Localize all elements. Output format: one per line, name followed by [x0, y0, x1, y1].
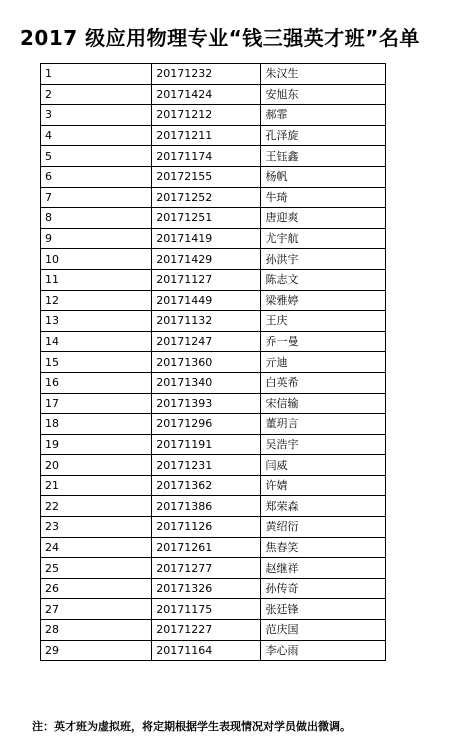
table-row — [41, 599, 386, 620]
table-row — [41, 64, 386, 85]
student-name-cell: 王庆 — [261, 311, 386, 332]
table-row — [41, 146, 386, 167]
student-id-cell: 20171191 — [152, 434, 261, 455]
student-name-cell: 范庆国 — [261, 620, 386, 641]
student-name-cell: 杨帆 — [261, 166, 386, 187]
row-number-cell: 23 — [41, 517, 152, 538]
student-id-cell: 20171174 — [152, 146, 261, 167]
row-number-cell: 26 — [41, 578, 152, 599]
student-name-cell: 孔泽旋 — [261, 125, 386, 146]
row-number-cell: 7 — [41, 187, 152, 208]
row-number-cell: 8 — [41, 208, 152, 229]
table-row — [41, 372, 386, 393]
row-number-cell: 13 — [41, 311, 152, 332]
table-row — [41, 393, 386, 414]
page-title: 2017 级应用物理专业“钱三强英才班”名单 — [20, 26, 420, 50]
student-name-cell: 宋信输 — [261, 393, 386, 414]
row-number-cell: 25 — [41, 558, 152, 579]
row-number-cell: 9 — [41, 228, 152, 249]
student-id-cell: 20171227 — [152, 620, 261, 641]
student-name-cell: 焦春笑 — [261, 537, 386, 558]
student-name-cell: 白英希 — [261, 372, 386, 393]
table-row — [41, 434, 386, 455]
table-row — [41, 228, 386, 249]
student-name-cell: 梁雅婷 — [261, 290, 386, 311]
student-id-cell: 20171251 — [152, 208, 261, 229]
row-number-cell: 22 — [41, 496, 152, 517]
student-id-cell: 20171127 — [152, 269, 261, 290]
row-number-cell: 2 — [41, 84, 152, 105]
row-number-cell: 17 — [41, 393, 152, 414]
table-row — [41, 578, 386, 599]
student-id-cell: 20171326 — [152, 578, 261, 599]
table-row — [41, 517, 386, 538]
student-name-cell: 董玥言 — [261, 414, 386, 435]
student-name-cell: 陈志文 — [261, 269, 386, 290]
student-name-cell: 闫威 — [261, 455, 386, 476]
table-row — [41, 166, 386, 187]
student-name-cell: 赵继祥 — [261, 558, 386, 579]
student-name-cell: 郝霏 — [261, 105, 386, 126]
student-id-cell: 20171164 — [152, 640, 261, 661]
row-number-cell: 29 — [41, 640, 152, 661]
row-number-cell: 21 — [41, 475, 152, 496]
table-row — [41, 640, 386, 661]
row-number-cell: 16 — [41, 372, 152, 393]
table-row — [41, 537, 386, 558]
row-number-cell: 6 — [41, 166, 152, 187]
student-id-cell: 20171424 — [152, 84, 261, 105]
row-number-cell: 10 — [41, 249, 152, 270]
student-id-cell: 20171340 — [152, 372, 261, 393]
student-id-cell: 20171277 — [152, 558, 261, 579]
row-number-cell: 15 — [41, 352, 152, 373]
student-name-cell: 许婧 — [261, 475, 386, 496]
student-id-cell: 20171175 — [152, 599, 261, 620]
student-id-cell: 20171212 — [152, 105, 261, 126]
footnote: 注：英才班为虚拟班，将定期根据学生表现情况对学员做出微调。 — [32, 720, 351, 733]
student-name-cell: 张廷锋 — [261, 599, 386, 620]
row-number-cell: 19 — [41, 434, 152, 455]
row-number-cell: 18 — [41, 414, 152, 435]
table-row — [41, 84, 386, 105]
student-id-cell: 20171232 — [152, 64, 261, 85]
student-name-cell: 郑荣森 — [261, 496, 386, 517]
row-number-cell: 14 — [41, 331, 152, 352]
student-id-cell: 20171231 — [152, 455, 261, 476]
row-number-cell: 20 — [41, 455, 152, 476]
row-number-cell: 4 — [41, 125, 152, 146]
student-name-cell: 李心雨 — [261, 640, 386, 661]
table-row — [41, 187, 386, 208]
student-name-cell: 唐迎爽 — [261, 208, 386, 229]
student-id-cell: 20171132 — [152, 311, 261, 332]
table-row — [41, 269, 386, 290]
row-number-cell: 12 — [41, 290, 152, 311]
table-row — [41, 352, 386, 373]
student-id-cell: 20171362 — [152, 475, 261, 496]
table-row — [41, 558, 386, 579]
student-id-cell: 20171360 — [152, 352, 261, 373]
student-name-cell: 朱汉生 — [261, 64, 386, 85]
student-id-cell: 20171296 — [152, 414, 261, 435]
student-name-cell: 尤宇航 — [261, 228, 386, 249]
row-number-cell: 27 — [41, 599, 152, 620]
student-id-cell: 20172155 — [152, 166, 261, 187]
student-id-cell: 20171429 — [152, 249, 261, 270]
table-row — [41, 290, 386, 311]
student-name-cell: 乔一曼 — [261, 331, 386, 352]
table-row — [41, 125, 386, 146]
student-id-cell: 20171393 — [152, 393, 261, 414]
student-id-cell: 20171126 — [152, 517, 261, 538]
student-name-cell: 孙洪宇 — [261, 249, 386, 270]
student-name-cell: 牛琦 — [261, 187, 386, 208]
student-id-cell: 20171419 — [152, 228, 261, 249]
table-row — [41, 496, 386, 517]
table-row — [41, 249, 386, 270]
student-id-cell: 20171386 — [152, 496, 261, 517]
table-row — [41, 475, 386, 496]
row-number-cell: 11 — [41, 269, 152, 290]
student-id-cell: 20171449 — [152, 290, 261, 311]
table-row — [41, 331, 386, 352]
student-id-cell: 20171211 — [152, 125, 261, 146]
table-row — [41, 105, 386, 126]
roster-table — [40, 63, 386, 661]
roster-table-body — [41, 64, 386, 661]
table-row — [41, 455, 386, 476]
student-id-cell: 20171261 — [152, 537, 261, 558]
row-number-cell: 3 — [41, 105, 152, 126]
table-row — [41, 311, 386, 332]
student-name-cell: 亓迪 — [261, 352, 386, 373]
row-number-cell: 1 — [41, 64, 152, 85]
student-name-cell: 黄绍衍 — [261, 517, 386, 538]
table-row — [41, 208, 386, 229]
table-row — [41, 414, 386, 435]
student-id-cell: 20171247 — [152, 331, 261, 352]
row-number-cell: 24 — [41, 537, 152, 558]
student-name-cell: 安旭东 — [261, 84, 386, 105]
table-row — [41, 620, 386, 641]
student-name-cell: 孙传奇 — [261, 578, 386, 599]
student-name-cell: 王钰鑫 — [261, 146, 386, 167]
student-id-cell: 20171252 — [152, 187, 261, 208]
row-number-cell: 5 — [41, 146, 152, 167]
student-name-cell: 吴浩宇 — [261, 434, 386, 455]
row-number-cell: 28 — [41, 620, 152, 641]
